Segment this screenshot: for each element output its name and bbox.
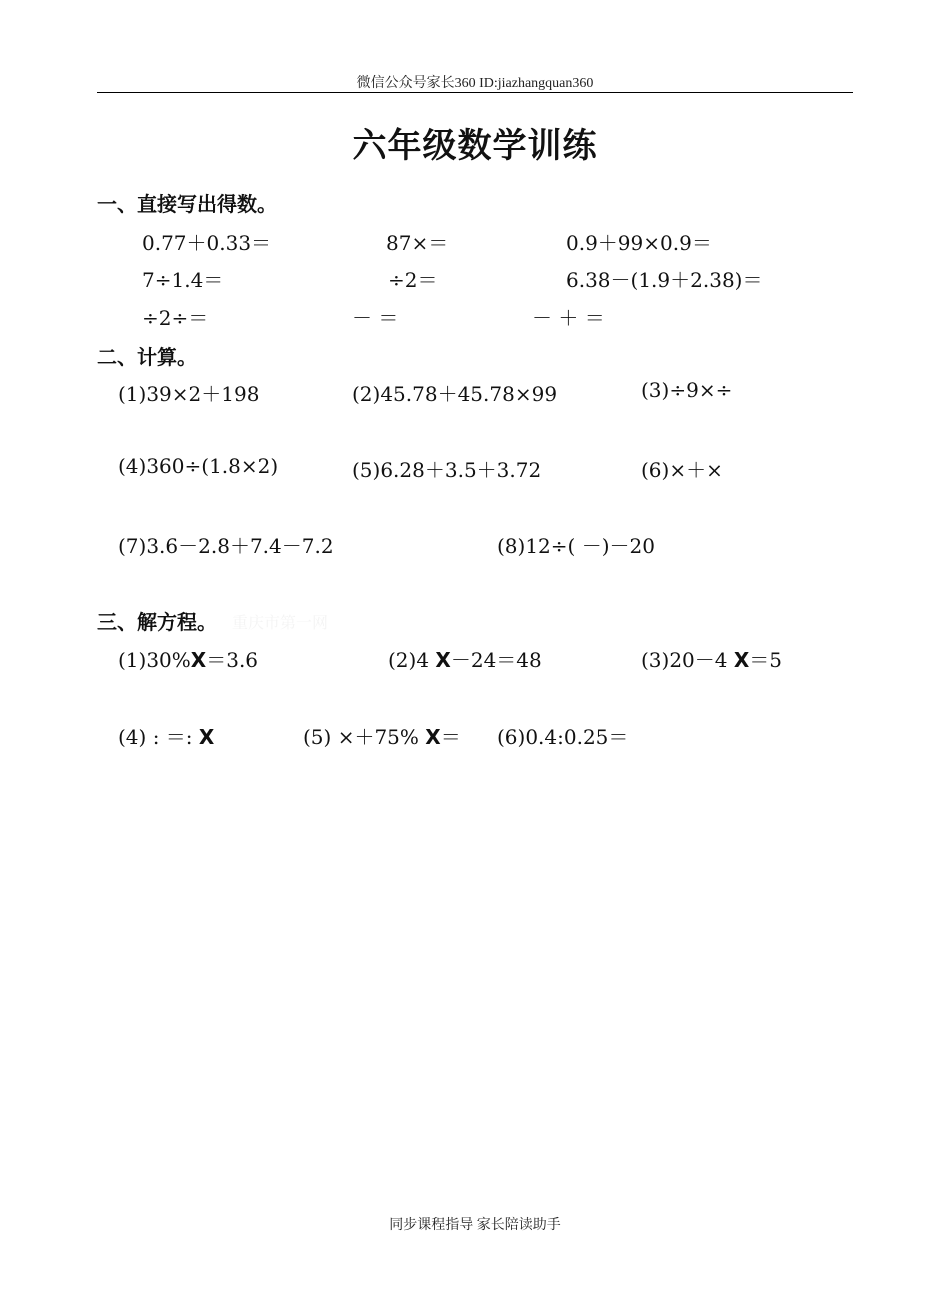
equation-item	[118, 644, 258, 673]
section-1-title: 一、直接写出得数。	[97, 192, 277, 216]
equation-suffix: ＝	[440, 725, 461, 749]
equation-prefix: (3)20－4	[641, 648, 734, 672]
equation-suffix: －24＝48	[450, 648, 542, 672]
equation-variable: X	[733, 648, 750, 672]
page-title: 六年级数学训练	[352, 126, 598, 166]
mental-math-item: 7÷1.4＝	[142, 268, 224, 292]
equation-suffix: ＝5	[749, 648, 783, 672]
equation-item	[303, 721, 461, 750]
equation-variable: X	[435, 648, 451, 672]
page-footer: 同步课程指导 家长陪读助手	[389, 1218, 561, 1233]
calculation-item: (8)12÷( －)－20	[497, 534, 655, 558]
mental-math-item: 0.77＋0.33＝	[142, 231, 272, 255]
section-3-title: 三、解方程。	[97, 610, 217, 634]
equation-item	[118, 721, 214, 750]
header-rule	[97, 92, 853, 93]
equation-item	[497, 721, 628, 750]
equation-variable: X	[190, 648, 207, 672]
mental-math-item: － ＋ ＝	[532, 306, 605, 330]
calculation-item: (5)6.28＋3.5＋3.72	[352, 458, 542, 482]
calculation-item: (7)3.6－2.8＋7.4－7.2	[118, 534, 334, 558]
mental-math-item: ÷2＝	[388, 268, 438, 292]
mental-math-item: 0.9＋99×0.9＝	[566, 231, 712, 255]
calculation-item: (4)360÷(1.8×2)	[118, 454, 279, 478]
equation-suffix: ＝3.6	[206, 648, 259, 672]
calculation-item: (2)45.78＋45.78×99	[352, 382, 558, 406]
mental-math-item: 6.38－(1.9＋2.38)＝	[566, 268, 763, 292]
equation-prefix: (5) ×＋75%	[303, 725, 426, 749]
section-2-title: 二、计算。	[97, 345, 197, 369]
calculation-item: (6)×＋×	[641, 458, 723, 482]
page-header: 微信公众号家长360 ID:jiazhangquan360	[356, 76, 594, 91]
equation-prefix: (6)0.4:0.25＝	[497, 725, 629, 749]
mental-math-item: 87×＝	[386, 231, 449, 255]
calculation-item: (1)39×2＋198	[118, 382, 260, 406]
faint-watermark-text: 重庆市第一网	[232, 613, 329, 632]
equation-prefix: (2)4	[388, 648, 436, 672]
equation-item	[641, 644, 782, 673]
mental-math-item: － ＝	[352, 306, 399, 330]
equation-item	[388, 644, 542, 673]
mental-math-item: ÷2÷＝	[142, 306, 209, 330]
equation-variable: X	[198, 725, 215, 749]
equation-prefix: (4) : ＝:	[118, 725, 199, 749]
calculation-item: (3)÷9×÷	[641, 378, 733, 402]
equation-variable: X	[425, 725, 441, 749]
equation-prefix: (1)30%	[118, 648, 191, 672]
